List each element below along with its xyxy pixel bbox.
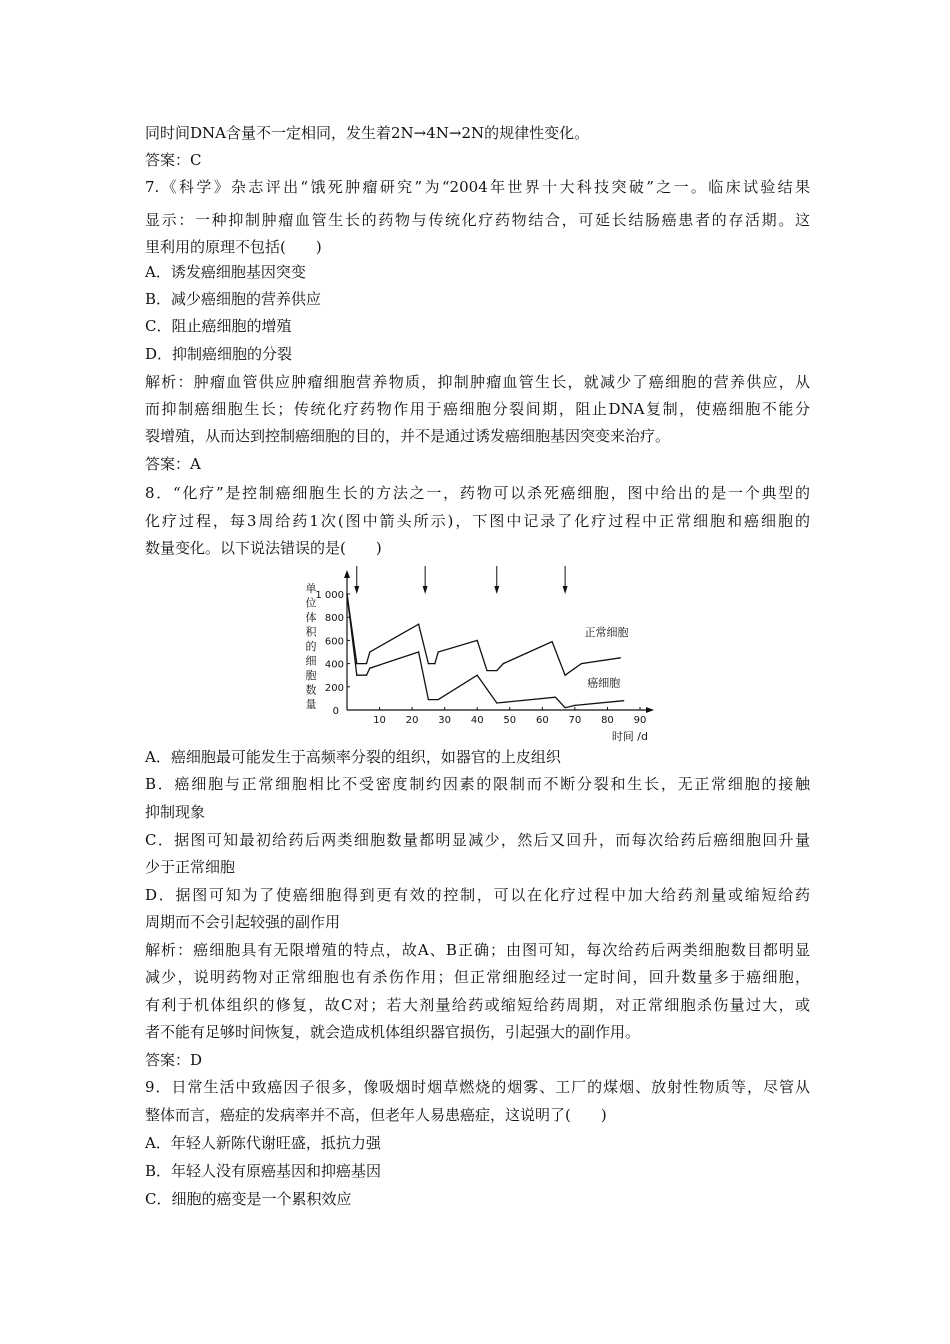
series-1-point <box>620 657 621 658</box>
series-2-point <box>623 700 624 701</box>
x-axis-arrowhead <box>646 707 654 713</box>
x-axis-label: 时间 /d <box>611 730 648 743</box>
series-1-point <box>503 663 504 664</box>
text-line-3: 7.《科学》杂志评出“饿死肿瘤研究”为“2004年世界十大科技突破”之一。临床试验结果 <box>145 178 810 196</box>
text-line-2: 答案：C <box>145 151 202 169</box>
y-tick-label: 1 000 <box>315 590 344 601</box>
text-line-19: 抑制现象 <box>145 803 206 821</box>
text-line-20: C．据图可知最初给药后两类细胞数量都明显减少，然后又回升，而每次给药后癌细胞回升量 <box>145 831 810 849</box>
series-2-point <box>369 668 370 669</box>
series-1-point <box>565 675 566 676</box>
text-line-31: A．年轻人新陈代谢旺盛，抵抗力强 <box>145 1134 381 1152</box>
series-1-point <box>496 670 497 671</box>
x-tick-label: 40 <box>470 715 484 726</box>
x-tick-label: 90 <box>633 715 647 726</box>
series-1-point <box>369 651 370 652</box>
y-tick-label: 400 <box>324 659 344 671</box>
text-line-12: 裂增殖，从而达到控制癌细胞的目的，并不是通过诱发癌细胞基因突变来治疗。 <box>145 427 671 445</box>
series-label-1: 正常细胞 <box>584 625 629 639</box>
text-line-22: D．据图可知为了使癌细胞得到更有效的控制，可以在化疗过程中加大给药剂量或缩短给药 <box>145 886 810 904</box>
x-tick-label: 20 <box>405 715 419 726</box>
text-line-29: 9．日常生活中致癌因子很多，像吸烟时烟草燃烧的烟雾、工厂的煤烟、放射性物质等，尽管从 <box>145 1078 810 1096</box>
text-line-28: 答案：D <box>145 1051 203 1069</box>
text-line-23: 周期而不会引起较强的副作用 <box>145 913 341 931</box>
text-line-21: 少于正常细胞 <box>145 858 236 876</box>
text-line-13: 答案：A <box>145 455 201 473</box>
text-line-18: B．癌细胞与正常细胞相比不受密度制约因素的限制而不断分裂和生长，无正常细胞的接触 <box>145 775 810 793</box>
text-line-24: 解析：癌细胞具有无限增殖的特点，故A、B正确；由图可知，每次给药后两类细胞数目都明显 <box>145 941 810 959</box>
text-line-16: 数量变化。以下说法错误的是( ) <box>145 539 382 557</box>
text-line-11: 而抑制癌细胞生长；传统化疗药物作用于癌细胞分裂间期，阻止DNA复制，使癌细胞不能分 <box>145 400 810 418</box>
y-axis-label: 单位体积的细胞数量 <box>305 582 317 711</box>
series-2-point <box>428 699 429 700</box>
series-2-point <box>477 675 478 676</box>
text-line-27: 者不能有足够时间恢复，就会造成机体组织器官损伤，引起强大的副作用。 <box>145 1023 641 1041</box>
series-1-point <box>477 640 478 641</box>
origin-label: 0 <box>332 706 339 717</box>
series-1-point <box>438 651 439 652</box>
text-line-33: C．细胞的癌变是一个累积效应 <box>145 1190 352 1208</box>
series-1-point <box>428 663 429 664</box>
text-line-6: A．诱发癌细胞基因突变 <box>145 263 306 281</box>
text-line-25: 减少，说明药物对正常细胞也有杀伤作用；但正常细胞经过一定时间，回升数量多于癌细胞， <box>145 968 810 986</box>
series-line-2 <box>347 594 624 708</box>
text-line-15: 化疗过程，每3周给药1次(图中箭头所示)，下图中记录了化疗过程中正常细胞和癌细胞的 <box>145 512 810 530</box>
series-2-point <box>574 705 575 706</box>
text-line-10: 解析：肿瘤血管供应肿瘤细胞营养物质，抑制肿瘤血管生长，就减少了癌细胞的营养供应，从 <box>145 373 810 391</box>
series-line-1 <box>347 594 621 675</box>
series-2-point <box>438 699 439 700</box>
text-line-5: 里利用的原理不包括( ) <box>145 238 322 256</box>
series-2-point <box>418 651 419 652</box>
text-line-8: C．阻止癌细胞的增殖 <box>145 317 292 335</box>
series-2-point <box>486 689 487 690</box>
text-line-26: 有利于机体组织的修复，故C对；若大剂量给药或缩短给药周期，对正常细胞杀伤量过大，或 <box>145 996 810 1014</box>
dosing-arrowhead-4 <box>563 586 568 594</box>
series-2-point <box>555 697 556 698</box>
series-1-point <box>486 670 487 671</box>
text-line-14: 8．“化疗”是控制癌细胞生长的方法之一，药物可以杀死癌细胞，图中给出的是一个典型的 <box>145 484 810 502</box>
dosing-arrowhead-2 <box>423 586 428 594</box>
series-1-point <box>356 663 357 664</box>
x-tick-label: 60 <box>535 715 549 726</box>
chemo-cell-count-chart <box>295 566 655 746</box>
series-2-point <box>346 593 347 594</box>
x-tick-label: 30 <box>438 715 452 726</box>
x-tick-label: 10 <box>373 715 386 726</box>
series-1-point <box>434 663 435 664</box>
y-axis-arrowhead <box>344 570 350 578</box>
series-1-point <box>552 641 553 642</box>
text-line-30: 整体而言，癌症的发病率并不高，但老年人易患癌症，这说明了( ) <box>145 1106 607 1124</box>
series-2-point <box>356 675 357 676</box>
dosing-arrowhead-3 <box>494 586 499 594</box>
series-1-point <box>366 663 367 664</box>
y-tick-label: 600 <box>324 636 344 648</box>
series-1-point <box>418 624 419 625</box>
series-2-point <box>366 675 367 676</box>
text-line-32: B．年轻人没有原癌基因和抑癌基因 <box>145 1162 382 1180</box>
dosing-arrowhead-1 <box>354 586 359 594</box>
text-line-4: 显示：一种抑制肿瘤血管生长的药物与传统化疗药物结合，可延长结肠癌患者的存活期。这 <box>145 211 810 229</box>
text-line-1: 同时间DNA含量不一定相同，发生着2N→4N→2N的规律性变化。 <box>145 124 590 142</box>
x-tick-label: 70 <box>568 715 582 726</box>
series-2-point <box>496 702 497 703</box>
x-tick-label: 50 <box>503 715 517 726</box>
series-2-point <box>565 707 566 708</box>
text-line-17: A．癌细胞最可能发生于高频率分裂的组织，如器官的上皮组织 <box>145 748 561 766</box>
series-1-point <box>581 663 582 664</box>
series-label-2: 癌细胞 <box>587 676 621 690</box>
text-line-7: B．减少癌细胞的营养供应 <box>145 290 322 308</box>
y-tick-label: 800 <box>324 613 344 625</box>
x-tick-label: 80 <box>601 715 614 726</box>
text-line-9: D．抑制癌细胞的分裂 <box>145 345 293 363</box>
y-tick-label: 200 <box>324 682 344 694</box>
